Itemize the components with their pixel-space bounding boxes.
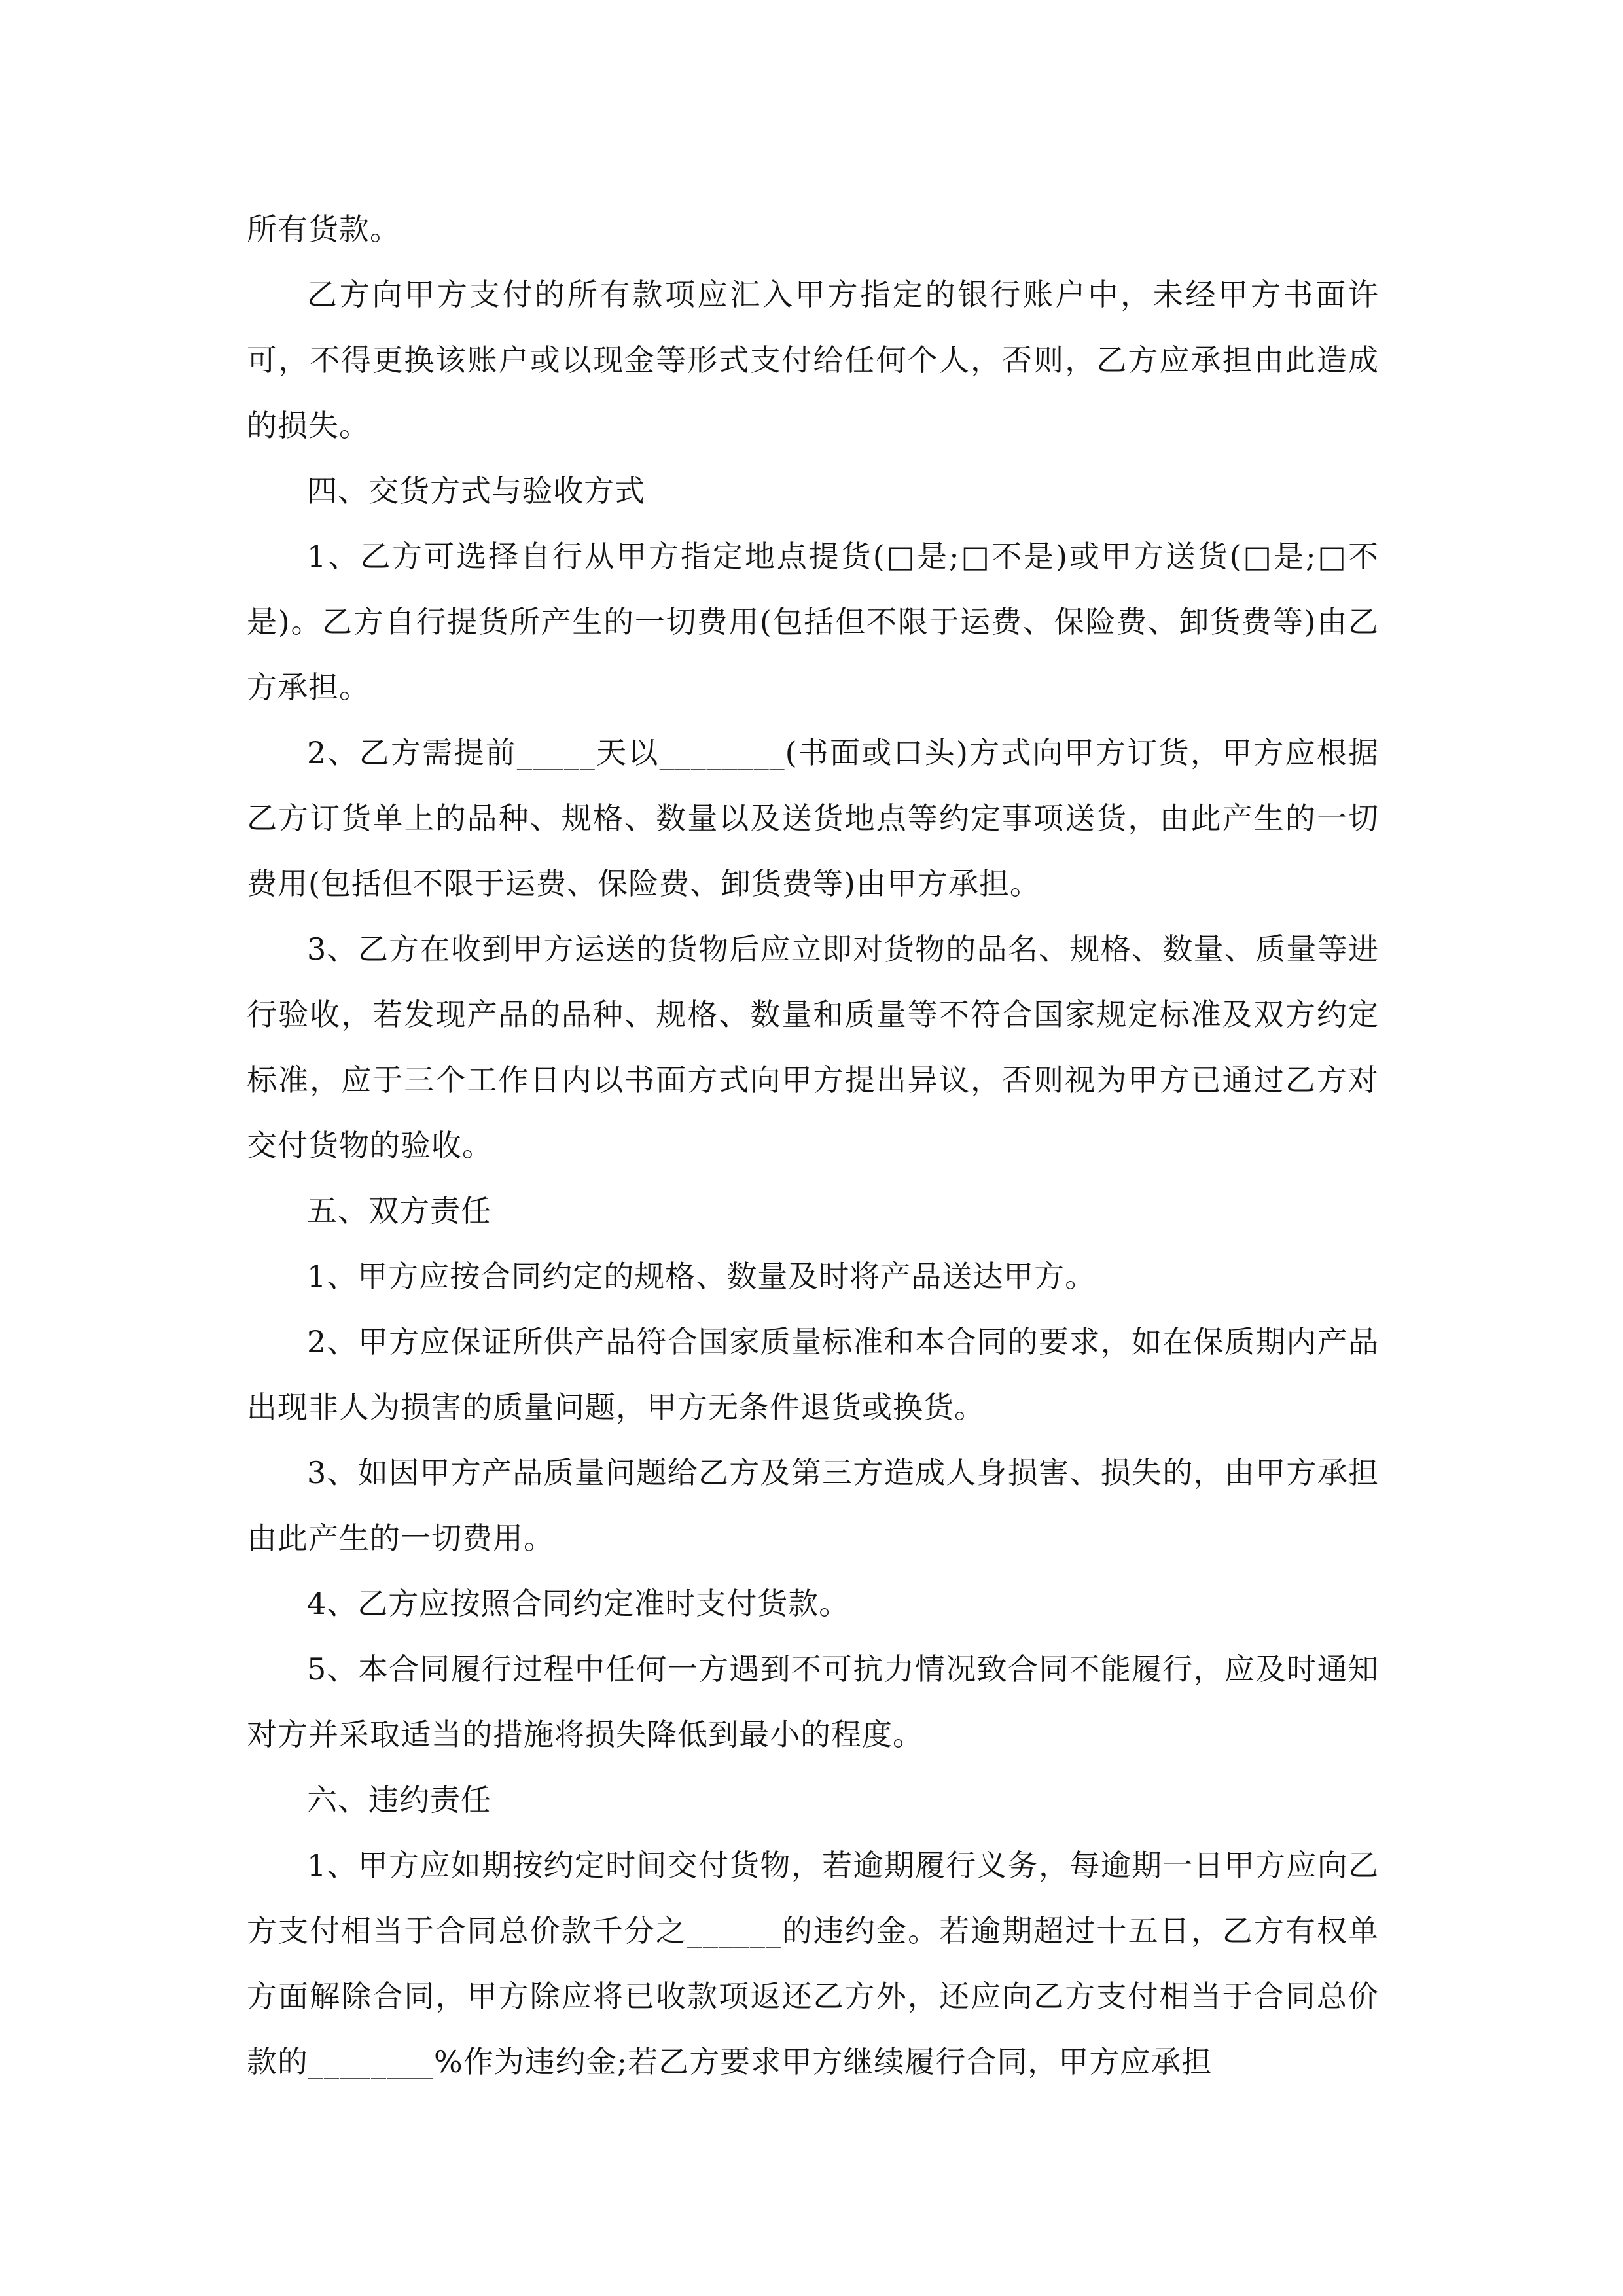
- paragraph-responsibility-1: 1、甲方应按合同约定的规格、数量及时将产品送达甲方。: [307, 1259, 1096, 1294]
- heading-responsibilities: 五、双方责任: [307, 1193, 491, 1229]
- document-body: [247, 196, 1379, 2094]
- paragraph-inspection: 3、乙方在收到甲方运送的货物后应立即对货物的品名、规格、数量、质量等进行验收，若发现产品的品种、规格、数量和质量等不符合国家规定标准及双方约定标准，应于三个工作日内以书面方式向甲方提出异议，否则视为甲方已通过乙方对交付货物的验收。: [247, 931, 1379, 1163]
- heading-delivery-acceptance: 四、交货方式与验收方式: [307, 473, 645, 509]
- paragraph-delivery-option: 1、乙方可选择自行从甲方指定地点提货(□是;□不是)或甲方送货(□是;□不是)。乙方自行提货所产生的一切费用(包括但不限于运费、保险费、卸货费等)由乙方承担。: [247, 539, 1379, 705]
- paragraph-bank-account: 乙方向甲方支付的所有款项应汇入甲方指定的银行账户中，未经甲方书面许可，不得更换该账户或以现金等形式支付给任何个人，否则，乙方应承担由此造成的损失。: [247, 277, 1379, 443]
- paragraph-responsibility-2: 2、甲方应保证所供产品符合国家质量标准和本合同的要求，如在保质期内产品出现非人为损害的质量问题，甲方无条件退货或换货。: [247, 1324, 1379, 1425]
- paragraph-payment-end: 所有货款。: [247, 211, 401, 247]
- paragraph-responsibility-3: 3、如因甲方产品质量问题给乙方及第三方造成人身损害、损失的，由甲方承担由此产生的一切费用。: [247, 1455, 1379, 1556]
- paragraph-responsibility-4: 4、乙方应按照合同约定准时支付货款。: [307, 1586, 850, 1621]
- paragraph-responsibility-5: 5、本合同履行过程中任何一方遇到不可抗力情况致合同不能履行，应及时通知对方并采取适当的措施将损失降低到最小的程度。: [247, 1651, 1379, 1752]
- paragraph-liability-1: 1、甲方应如期按约定时间交付货物，若逾期履行义务，每逾期一日甲方应向乙方支付相当于合同总价款千分之______的违约金。若逾期超过十五日，乙方有权单方面解除合同，甲方除应将已收款项返还乙方外，还应向乙方支付相当于合同总价款的________%作为违约金;若乙方要求甲方继续履行合同，甲方应承担: [247, 1848, 1379, 2079]
- paragraph-order-notice: 2、乙方需提前_____天以________(书面或口头)方式向甲方订货，甲方应根据乙方订货单上的品种、规格、数量以及送货地点等约定事项送货，由此产生的一切费用(包括但不限于运费、保险费、卸货费等)由甲方承担。: [247, 735, 1379, 901]
- heading-liability: 六、违约责任: [307, 1782, 491, 1818]
